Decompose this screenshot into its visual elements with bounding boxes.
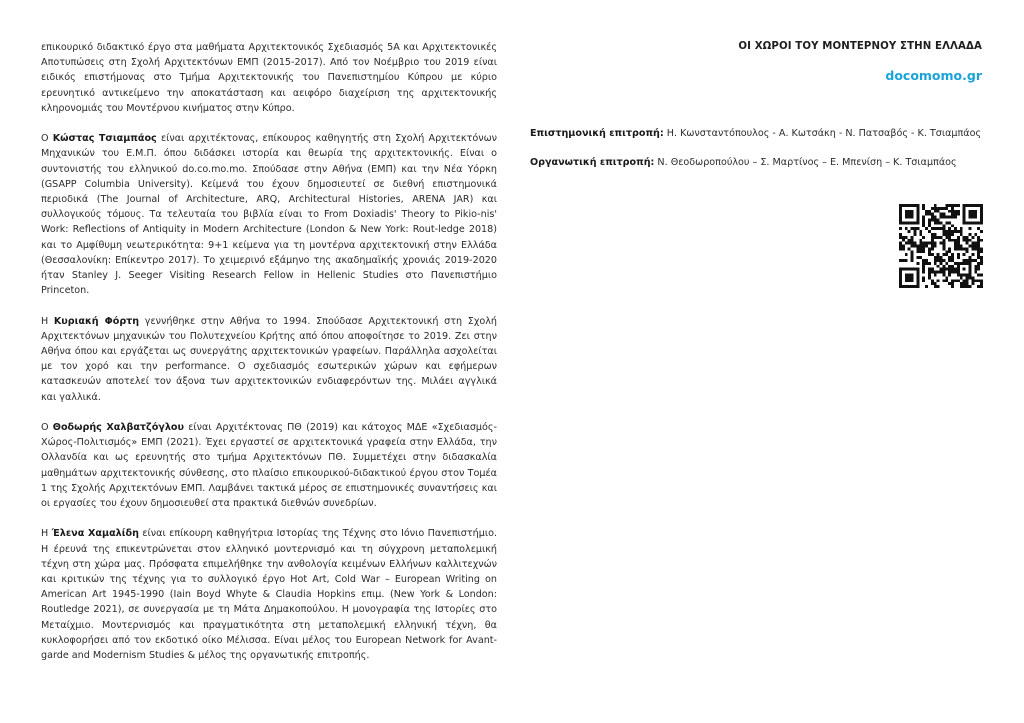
bio-elena-chamalidi: Η Έλενα Χαμαλίδη είναι επίκουρη καθηγήτρια Ιστορίας της Τέχνης στο Ιόνιο Πανεπιστήμιο. Η έρευνά της επικεντρώνεται στον ελληνικό μοντερνισμό και τη σύγχρονη μεταπολεμική τέχνη στη χώρα μας. Πρόσφατα επιμελήθηκε την ανθολογία κειμένων Ελλήνων καλλιτεχνών και κριτικών της τέχνης για το συλλογικό έργο Hot Art, Cold War – European Writing on American Art 1945-1990 (Iain Boyd Whyte & Claudia Hopkins επιμ. (New York & London: Routledge 2021), σε συνεργασία με τη Μάτα Δημακοπούλου. Η μονογραφία της Ιστορίες στο Μεταίχμιο. Μοντερνισμός και πραγματικότητα στη μεταπολεμική ελληνική τέχνη, θα κυκλοφορήσει από τον εκδοτικό οίκο Μέλισσα. Είναι μέλος του European Network for Avant-garde and Modernism Studies & μέλος της οργανωτικής επιτροπής. [41,528,497,662]
bio-name: Θοδωρής Χαλβατζόγλου [52,422,184,434]
qr-code-icon[interactable] [899,204,983,288]
bio-name: Κώστας Τσιαμπάος [52,133,157,145]
bio-continuation: επικουρικό διδακτικό έργο στα μαθήματα Αρχιτεκτονικός Σχεδιασμός 5Α και Αρχιτεκτονικές Αποτυπώσεις στη Σχολή Αρχιτεκτόνων ΕΜΠ (2015-2017). Από τον Νοέμβριο του 2019 είναι ειδικός επιστήμονας στο Τμήμα Αρχιτεκτονικής του Πανεπιστημίου Κύπρου με κύριο ερευνητικό αντικείμενο την αποκατάσταση και αειφόρο διαχείριση της αρχιτεκτονικής κληρονομιάς του Μοντέρνου κινήματος στην Κύπρο. [41,42,497,114]
bios-column [41,40,497,678]
site-link[interactable]: docomomo.gr [885,68,982,83]
bio-kostas-tsiampaos: Ο Κώστας Τσιαμπάος είναι αρχιτέκτονας, επίκουρος καθηγητής στη Σχολή Αρχιτεκτόνων Μηχανικών του Ε.Μ.Π. όπου διδάσκει ιστορία και θεωρία της αρχιτεκτονικής. Είναι ο συντονιστής του ελληνικού do.co.mo.mo. Σπούδασε στην Αθήνα (ΕΜΠ) και την Νέα Υόρκη (GSAPP Columbia University). Κείμενά του έχουν δημοσιευτεί σε διεθνή επιστημονικά περιοδικά (The Journal of Architecture, ARQ, Architectural Histories, ARENA JAR) και συλλογικούς τόμους. Τα τελευταία του βιβλία είναι το From Doxiadis' Theory to Pikio-nis' Work: Reflections of Antiquity in Modern Architecture (London & New York: Rout-ledge 2018) και το Αμφίθυμη νεωτερικότητα: 9+1 κείμενα για τη μοντέρνα αρχιτεκτονική στην Ελλάδα (Θεσσαλονίκη: Επίκεντρο 2017). Το χειμερινό εξάμηνο της ακαδημαϊκής χρονιάς 2019-2020 ήταν Stanley J. Seeger Visiting Research Fellow in Hellenic Studies στο Πανεπιστήμιο Princeton. [41,133,497,297]
bio-name: Έλενα Χαμαλίδη [51,528,139,540]
bio-thodoris-chalvatzoglou: Ο Θοδωρής Χαλβατζόγλου είναι Αρχιτέκτονας ΠΘ (2019) και κάτοχος ΜΔΕ «Σχεδιασμός-Χώρος-Πολιτισμός» ΕΜΠ (2021). Έχει εργαστεί σε αρχιτεκτονικά γραφεία στην Ελλάδα, την Ολλανδία και ως ερευνητής στο τμήμα Αρχιτεκτόνων ΠΘ. Συμμετέχει στην διδασκαλία μαθημάτων αρχιτεκτονικής σύνθεσης, στο πλαίσιο επικουρικού-διδακτικού έργου στον Τομέα 1 της Σχολής Αρχιτεκτόνων ΕΜΠ. Λαμβάνει τακτικά μέρος σε επιστημονικές συναντήσεις και οι εργασίες του έχουν δημοσιευθεί στα πρακτικά διεθνών συνεδρίων. [41,422,497,510]
bio-kyriaki-forti: Η Κυριακή Φόρτη γεννήθηκε στην Αθήνα το 1994. Σπούδασε Αρχιτεκτονική στη Σχολή Αρχιτεκτόνων μηχανικών του Πολυτεχνείου Κρήτης από όπου αποφοίτησε το 2019. Ζει στην Αθήνα όπου και εργάζεται ως συνεργάτης αρχιτεκτονικών γραφείων. Παράλληλα ασχολείται με τον χορό και την performance. Ο σχεδιασμός εσωτερικών χώρων και εφήμερων κατασκευών αποτελεί τον άξονα των αρχιτεκτονικών ενδιαφερόντων της. Μιλάει αγγλικά και γαλλικά. [41,315,497,403]
event-title: ΟΙ ΧΩΡΟΙ ΤΟΥ ΜΟΝΤΕΡΝΟΥ ΣΤΗΝ ΕΛΛΑΔΑ [738,41,982,52]
bio-name: Κυριακή Φόρτη [53,315,140,327]
committee-label: Οργανωτική επιτροπή: [530,157,655,168]
organizing-committee: Οργανωτική επιτροπή: Ν. Θεοδωροπούλου – Σ. Μαρτίνος – Ε. Μπενίση – Κ. Τσιαμπάος [530,157,957,168]
scientific-committee: Επιστημονική επιτροπή: Η. Κωνσταντόπουλος - Α. Κωτσάκη - Ν. Πατσαβός - Κ. Τσιαμπάος [530,128,982,139]
committee-label: Επιστημονική επιτροπή: [530,128,664,139]
